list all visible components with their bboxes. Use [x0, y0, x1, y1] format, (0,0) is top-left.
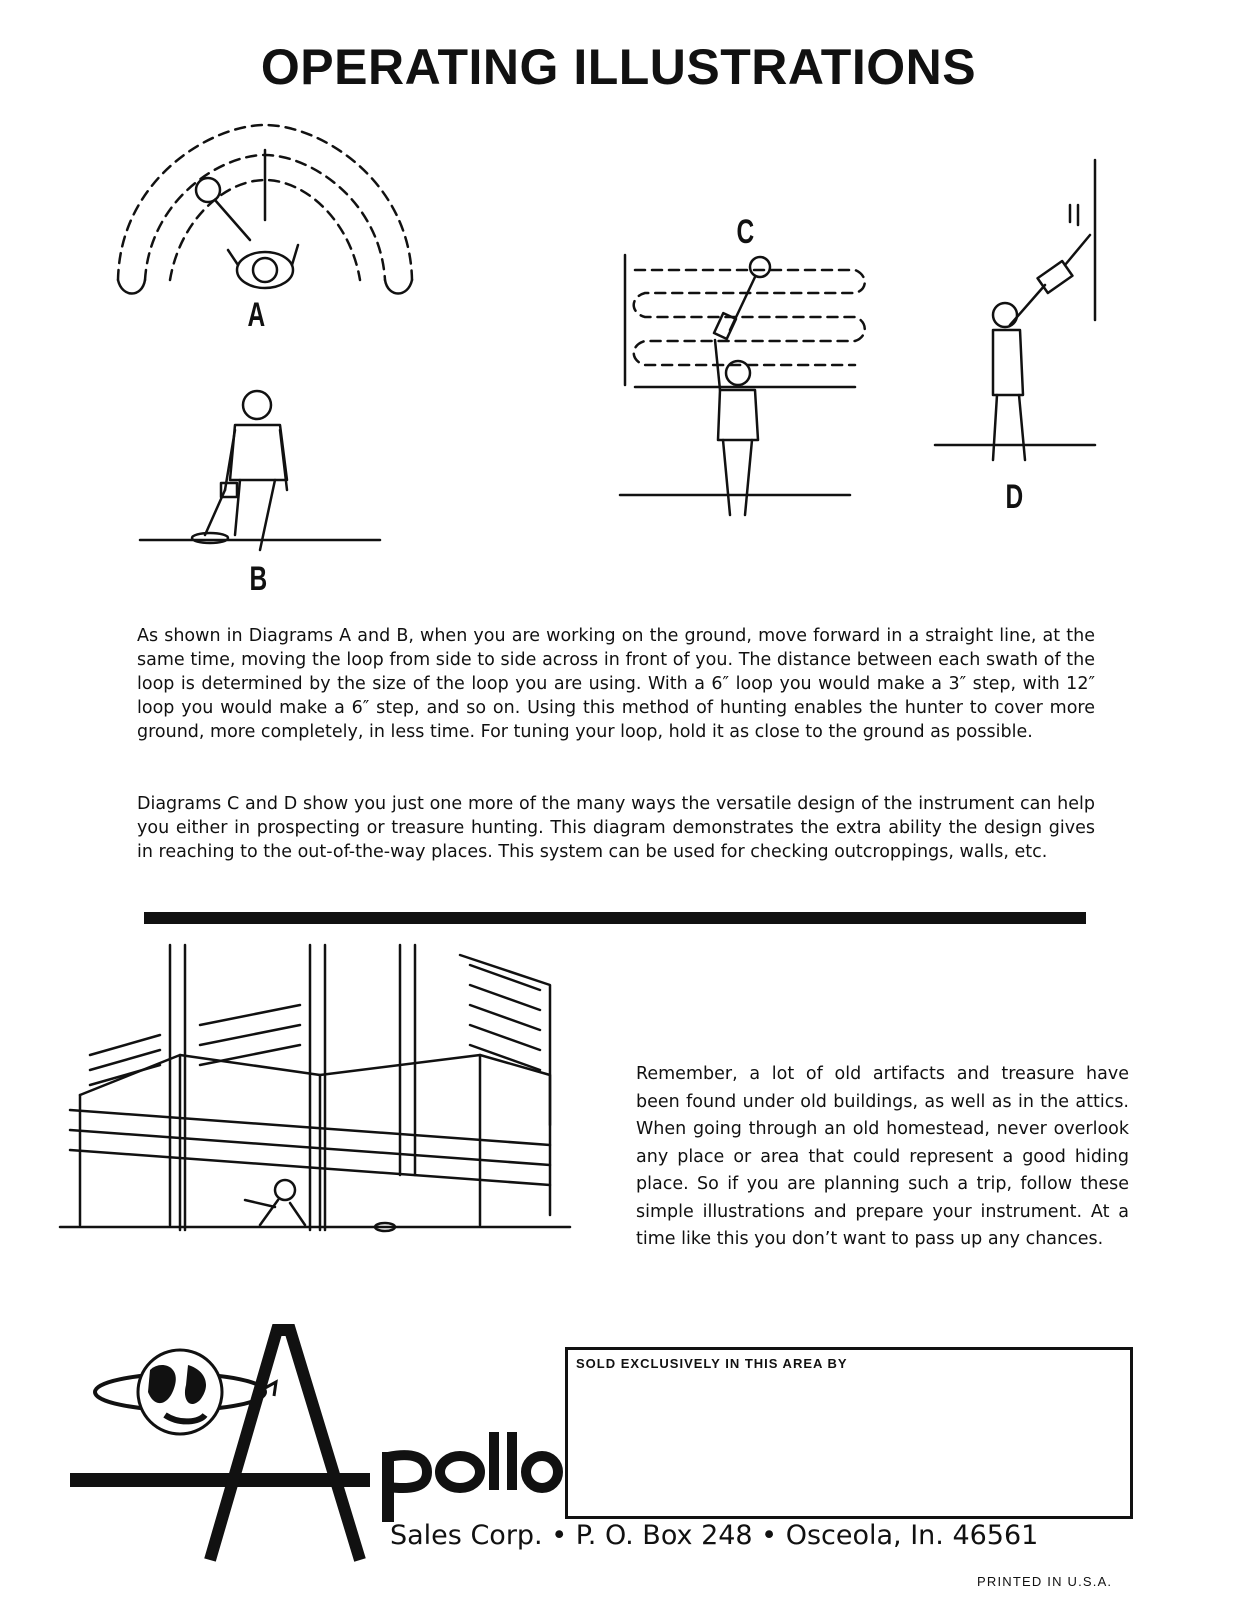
- company-address: Sales Corp. • P. O. Box 248 • Osceola, In. 46561: [390, 1520, 1039, 1551]
- paragraph-diagrams-a-b: As shown in Diagrams A and B, when you are working on the ground, move forward in a straight line, at the same time, moving the loop from side to side across in front of you. The distance between each swath of the loop is determined by the size of the loop you are using. With a 6″ loop you would make a 3″ step, with 12″ loop you would make a 6″ step, and so on. Using this method of hunting enables the hunter to cover more ground, more completely, in less time. For tuning your loop, hold it as close to the ground as possible.: [137, 626, 1095, 742]
- diagram-c-label: C: [736, 213, 755, 251]
- globe-ring-logo-icon: [70, 1330, 390, 1570]
- section-divider: [144, 912, 1086, 924]
- printed-in-usa: PRINTED IN U.S.A.: [977, 1574, 1113, 1589]
- diagram-b-label: B: [249, 560, 268, 598]
- diagram-a-label: A: [247, 296, 266, 334]
- diagram-c-illustration: [620, 255, 870, 530]
- diagram-d-illustration: [935, 160, 1105, 480]
- remember-paragraph: Remember, a lot of old artifacts and treasure have been found under old buildings, as well as in the attics. When going through an old homestead, never overlook any place or area that could represent a good hiding place. So if you are planning such a trip, follow these simple illustrations and prepare your instrument. At a time like this you don’t want to pass up any chances.: [636, 1064, 1129, 1249]
- diagram-b-illustration: [135, 385, 385, 570]
- apollo-wordmark-icon: [382, 1432, 562, 1522]
- old-building-illustration: [60, 945, 580, 1245]
- sold-exclusively-label: SOLD EXCLUSIVELY IN THIS AREA BY: [576, 1356, 848, 1371]
- diagram-d-label: D: [1005, 478, 1024, 516]
- sold-exclusively-box: [565, 1347, 1133, 1519]
- page-title: OPERATING ILLUSTRATIONS: [260, 39, 977, 95]
- paragraph-diagrams-c-d: Diagrams C and D show you just one more of the many ways the versatile design of the instrument can help you either in prospecting or treasure hunting. This diagram demonstrates the extra ability the design gives in reaching to the out-of-the-way places. This system can be used for checking outcroppings, walls, etc.: [137, 794, 1095, 862]
